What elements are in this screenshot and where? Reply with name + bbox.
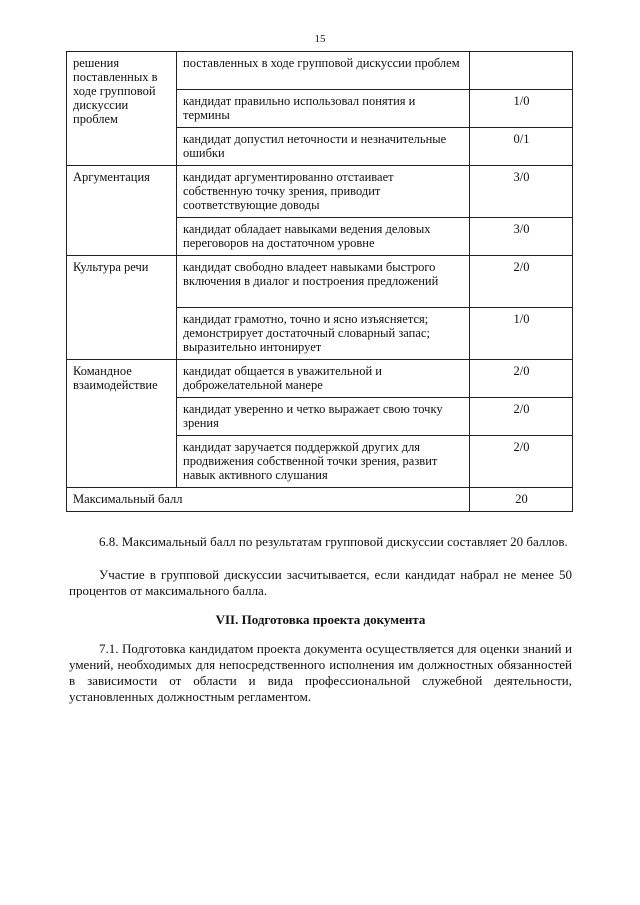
score-cell: 2/0 bbox=[470, 256, 573, 308]
score-cell: 2/0 bbox=[470, 360, 573, 398]
indicator-cell: кандидат заручается поддержкой других для продвижения собственной точки зрения, развит навык активного слушания bbox=[177, 436, 470, 488]
indicator-cell: поставленных в ходе групповой дискуссии проблем bbox=[177, 52, 470, 90]
total-value: 20 bbox=[470, 488, 573, 512]
paragraph-participation: Участие в групповой дискуссии засчитывается, если кандидат набрал не менее 50 процентов от максимального балла. bbox=[69, 567, 572, 598]
indicator-cell: кандидат аргументированно отстаивает собственную точку зрения, приводит соответствующие доводы bbox=[177, 166, 470, 218]
total-row bbox=[67, 488, 573, 512]
paragraph-6-8: 6.8. Максимальный балл по результатам групповой дискуссии составляет 20 баллов. bbox=[99, 534, 568, 549]
indicator-cell: кандидат допустил неточности и незначительные ошибки bbox=[177, 128, 470, 166]
score-cell bbox=[470, 52, 573, 90]
score-cell: 0/1 bbox=[470, 128, 573, 166]
criterion-cell: Аргументация bbox=[67, 166, 177, 256]
indicator-cell: кандидат общается в уважительной и доброжелательной манере bbox=[177, 360, 470, 398]
score-cell: 2/0 bbox=[470, 398, 573, 436]
paragraph-7-1: 7.1. Подготовка кандидатом проекта документа осуществляется для оценки знаний и умений, необходимых для непосредственного исполнения им должностных обязанностей в зависимости от области и вида профессиональной служебной деятельности, установленных должностным регламентом. bbox=[69, 641, 572, 704]
criterion-cell: решения поставленных в ходе групповой дискуссии проблем bbox=[67, 52, 177, 166]
table-row bbox=[67, 52, 573, 90]
indicator-cell: кандидат уверенно и четко выражает свою точку зрения bbox=[177, 398, 470, 436]
table-row bbox=[67, 166, 573, 218]
table-row bbox=[67, 256, 573, 308]
scoring-table bbox=[66, 51, 573, 512]
score-cell: 2/0 bbox=[470, 436, 573, 488]
indicator-cell: кандидат свободно владеет навыками быстрого включения в диалог и построения предложений bbox=[177, 256, 470, 308]
score-cell: 3/0 bbox=[470, 166, 573, 218]
score-cell: 1/0 bbox=[470, 308, 573, 360]
total-label: Максимальный балл bbox=[67, 488, 470, 512]
score-cell: 1/0 bbox=[470, 90, 573, 128]
table-row bbox=[67, 360, 573, 398]
criterion-cell: Культура речи bbox=[67, 256, 177, 360]
section-heading: VII. Подготовка проекта документа bbox=[215, 612, 426, 627]
indicator-cell: кандидат грамотно, точно и ясно изъясняется; демонстрирует достаточный словарный запас; выразительно интонирует bbox=[177, 308, 470, 360]
criterion-cell: Командное взаимодействие bbox=[67, 360, 177, 488]
page-number: 15 bbox=[314, 33, 326, 45]
score-cell: 3/0 bbox=[470, 218, 573, 256]
indicator-cell: кандидат правильно использовал понятия и термины bbox=[177, 90, 470, 128]
indicator-cell: кандидат обладает навыками ведения деловых переговоров на достаточном уровне bbox=[177, 218, 470, 256]
